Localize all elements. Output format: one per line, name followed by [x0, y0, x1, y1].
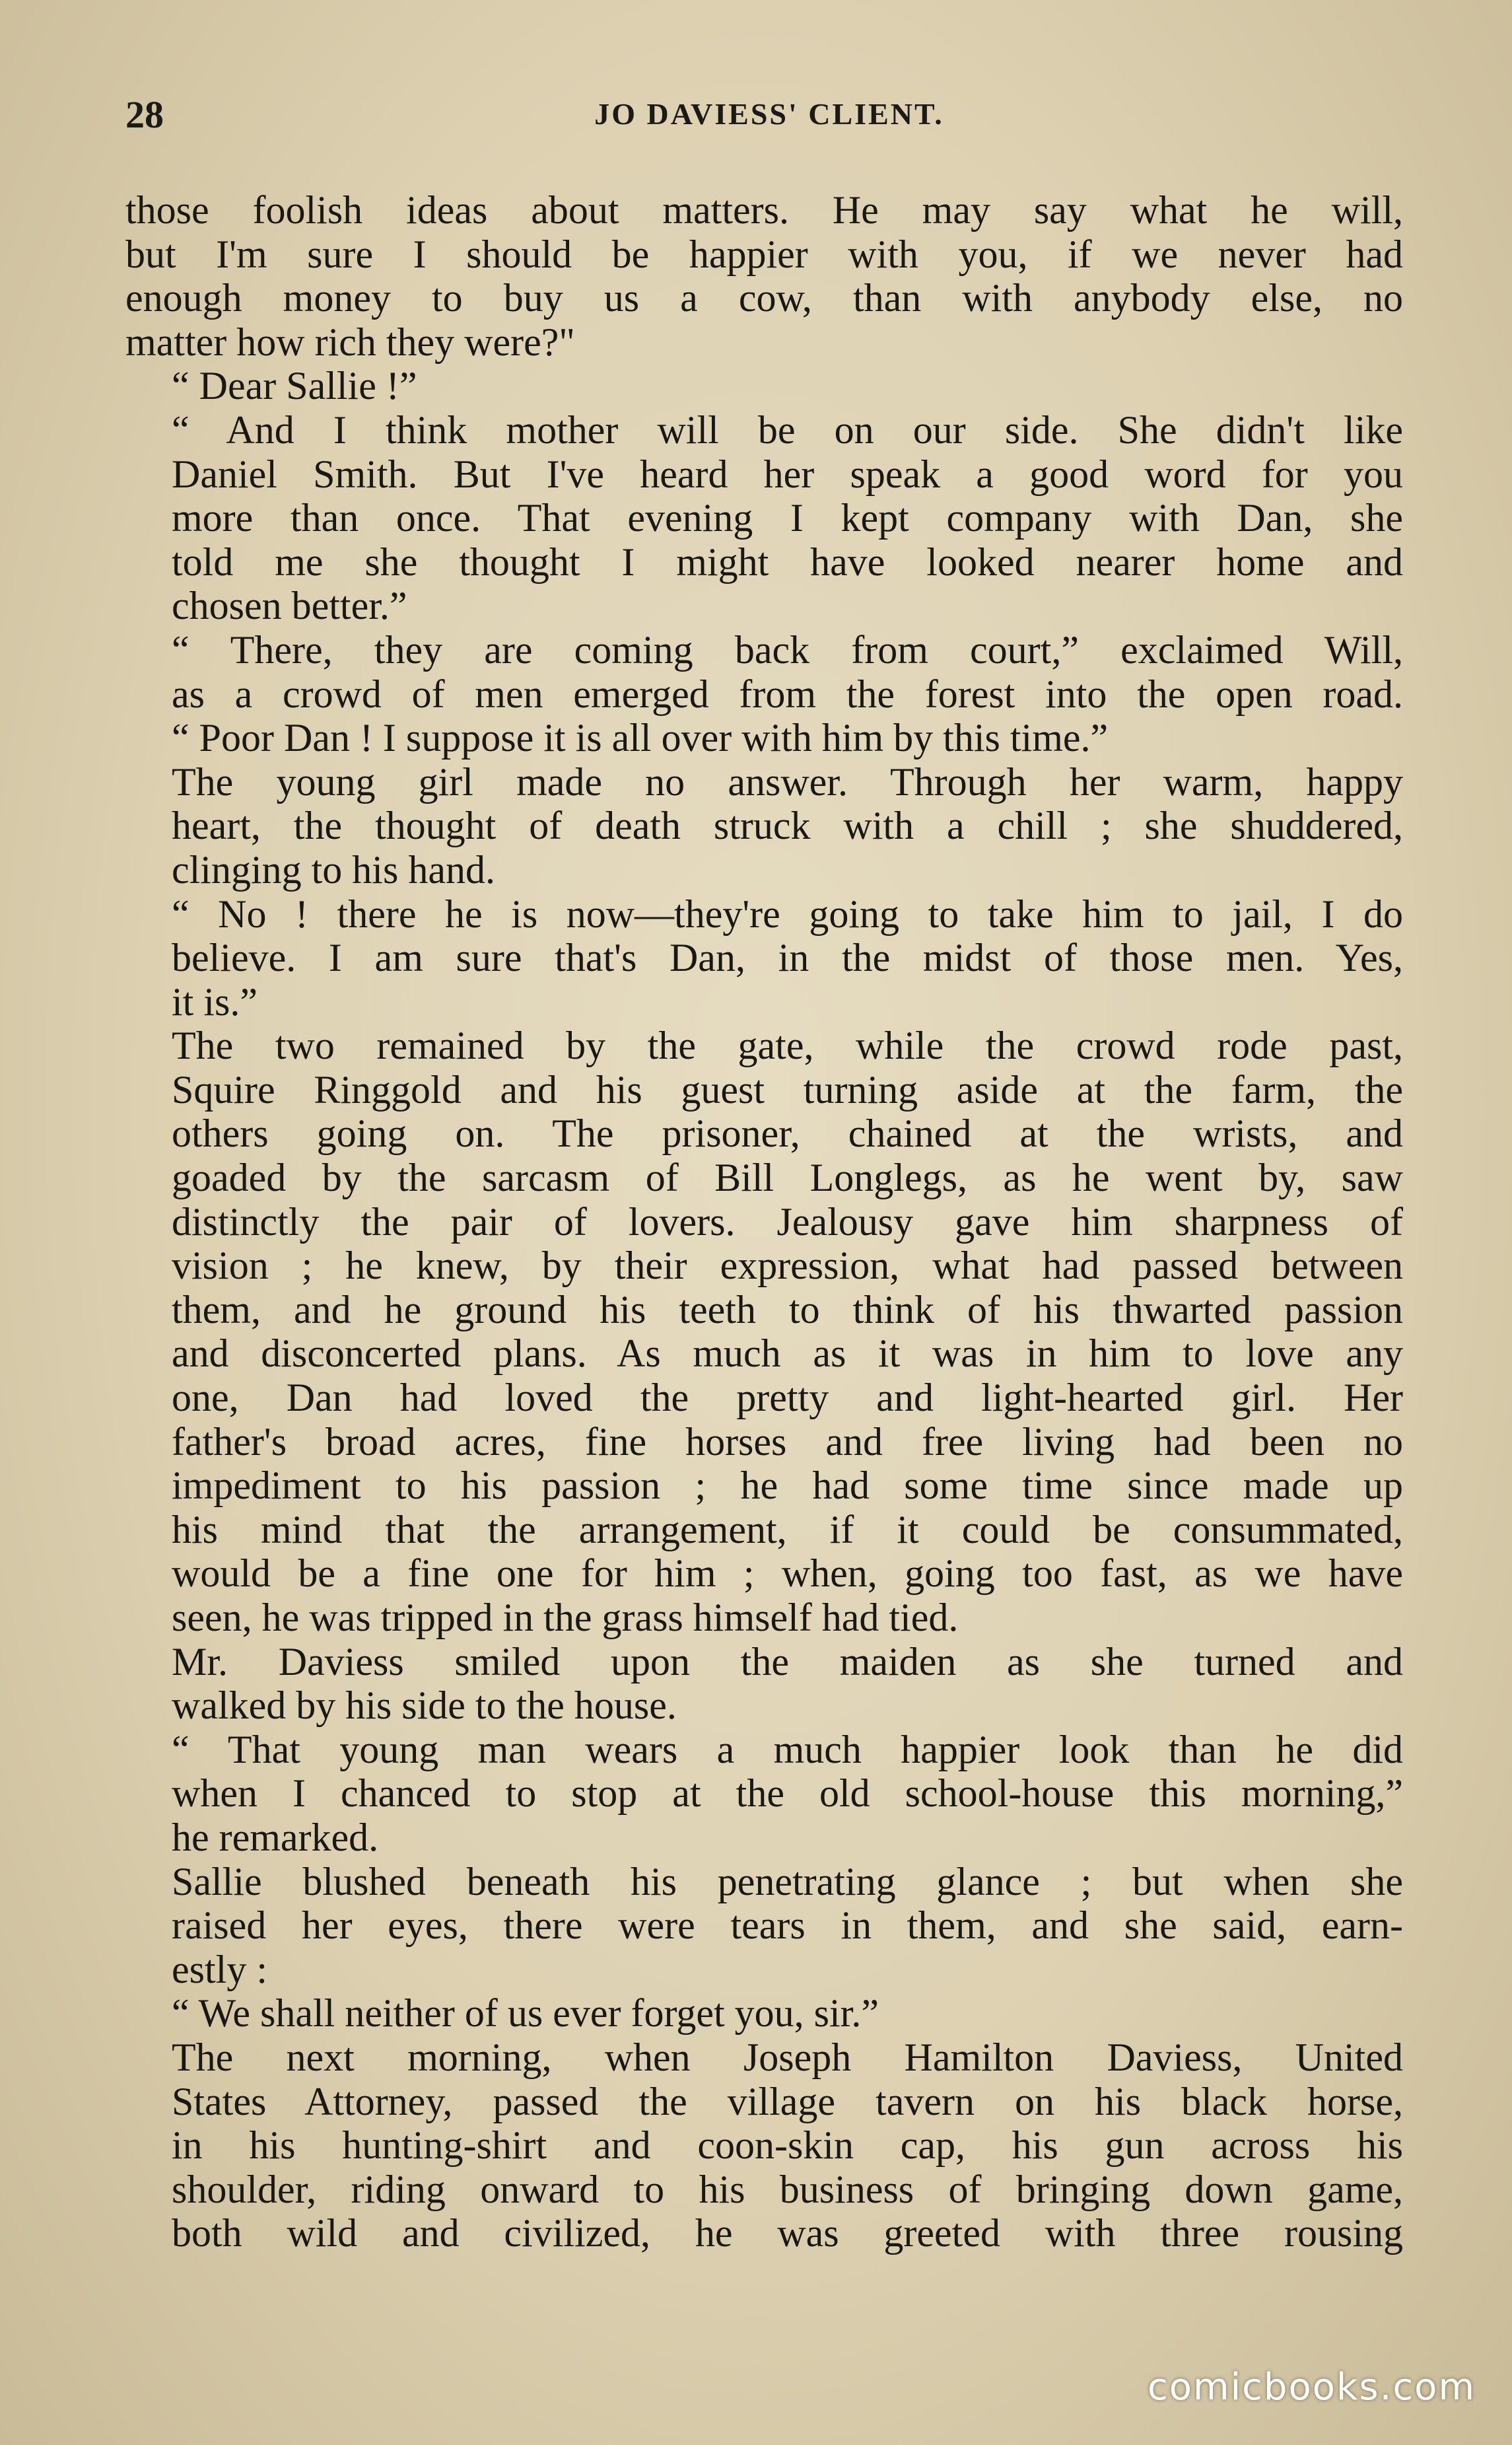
text-line: he remarked.	[172, 1815, 379, 1859]
text-line: “ No ! there he is now—they're going to take him to jail, I do	[172, 892, 1403, 936]
paragraph	[125, 1640, 1403, 1728]
text-line: Daniel Smith. But I've heard her speak a good word for you	[172, 452, 1403, 496]
paragraph	[125, 760, 1403, 892]
body-text	[125, 188, 1403, 2255]
paragraph	[125, 188, 1403, 364]
text-line: told me she thought I might have looked nearer home and	[172, 540, 1403, 584]
paragraph	[125, 364, 1403, 408]
paragraph	[125, 2036, 1403, 2255]
text-line: seen, he was tripped in the grass himself had tied.	[172, 1596, 959, 1639]
text-line: as a crowd of men emerged from the forest into the open road.	[172, 672, 1403, 716]
text-line: shoulder, riding onward to his business of bringing down game,	[172, 2167, 1403, 2211]
text-line: chosen better.”	[172, 584, 407, 628]
text-line: heart, the thought of death struck with a chill ; she shuddered,	[172, 804, 1403, 848]
text-line: would be a fine one for him ; when, going too fast, as we have	[172, 1551, 1403, 1596]
text-line: “ That young man wears a much happier look than he did	[172, 1727, 1403, 1771]
text-line: Squire Ringgold and his guest turning aside at the farm, the	[172, 1067, 1403, 1112]
text-line: and disconcerted plans. As much as it was in him to love any	[172, 1331, 1403, 1376]
text-line: goaded by the sarcasm of Bill Longlegs, as he went by, saw	[172, 1156, 1403, 1200]
paragraph	[125, 1860, 1403, 1992]
paragraph	[125, 1991, 1403, 2036]
paragraph	[125, 1728, 1403, 1860]
paragraph	[125, 408, 1403, 628]
text-line: walked by his side to the house.	[172, 1683, 677, 1728]
text-line: “ There, they are coming back from court,” exclaimed Will,	[172, 627, 1403, 672]
text-line: when I chanced to stop at the old school-house this morning,”	[172, 1771, 1403, 1816]
text-line: more than once. That evening I kept company with Dan, she	[172, 496, 1403, 540]
text-line: in his hunting-shirt and coon-skin cap, his gun across his	[172, 2123, 1403, 2168]
paragraph	[125, 628, 1403, 760]
text-line: one, Dan had loved the pretty and light-hearted girl. Her	[172, 1376, 1403, 1420]
text-line: estly :	[172, 1947, 267, 1991]
text-line: “ Dear Sallie !”	[172, 364, 417, 408]
paragraph	[125, 892, 1403, 1024]
text-line: distinctly the pair of lovers. Jealousy gave him sharpness of	[172, 1199, 1403, 1244]
text-line: them, and he ground his teeth to think of his thwarted passion	[172, 1287, 1403, 1331]
watermark: comicbooks.com	[1147, 2366, 1476, 2409]
text-line: The next morning, when Joseph Hamilton Daviess, United	[172, 2035, 1403, 2079]
text-line: matter how rich they were?"	[125, 320, 575, 364]
text-line: father's broad acres, fine horses and free living had been no	[172, 1419, 1403, 1464]
text-line: his mind that the arrangement, if it could be consummated,	[172, 1507, 1403, 1551]
text-line: vision ; he knew, by their expression, what had passed between	[172, 1244, 1403, 1288]
text-line: both wild and civilized, he was greeted with three rousing	[172, 2211, 1403, 2255]
text-line: The young girl made no answer. Through her warm, happy	[172, 760, 1403, 804]
text-line: others going on. The prisoner, chained at the wrists, and	[172, 1112, 1403, 1156]
text-line: Sallie blushed beneath his penetrating glance ; but when she	[172, 1859, 1403, 1903]
text-line: Mr. Daviess smiled upon the maiden as she turned and	[172, 1639, 1403, 1683]
text-line: The two remained by the gate, while the crowd rode past,	[172, 1024, 1403, 1068]
text-line: clinging to his hand.	[172, 847, 495, 892]
page-header	[125, 92, 1413, 145]
text-line: States Attorney, passed the village tavern on his black horse,	[172, 2079, 1403, 2123]
text-line: raised her eyes, there were tears in them, and she said, earn-	[172, 1903, 1403, 1948]
text-line: “ We shall neither of us ever forget you, sir.”	[172, 1991, 879, 2036]
running-head: JO DAVIESS' CLIENT.	[594, 97, 944, 131]
text-line: “ Poor Dan ! I suppose it is all over with him by this time.”	[172, 716, 1109, 760]
paragraph	[125, 1024, 1403, 1639]
page-number: 28	[125, 93, 164, 136]
text-line: those foolish ideas about matters. He may say what he will,	[125, 188, 1403, 232]
text-line: “ And I think mother will be on our side. She didn't like	[172, 408, 1403, 452]
text-line: believe. I am sure that's Dan, in the midst of those men. Yes,	[172, 936, 1403, 980]
text-line: but I'm sure I should be happier with you, if we never had	[125, 232, 1403, 276]
text-line: it is.”	[172, 979, 258, 1024]
text-line: impediment to his passion ; he had some time since made up	[172, 1464, 1403, 1508]
text-line: enough money to buy us a cow, than with anybody else, no	[125, 276, 1403, 320]
